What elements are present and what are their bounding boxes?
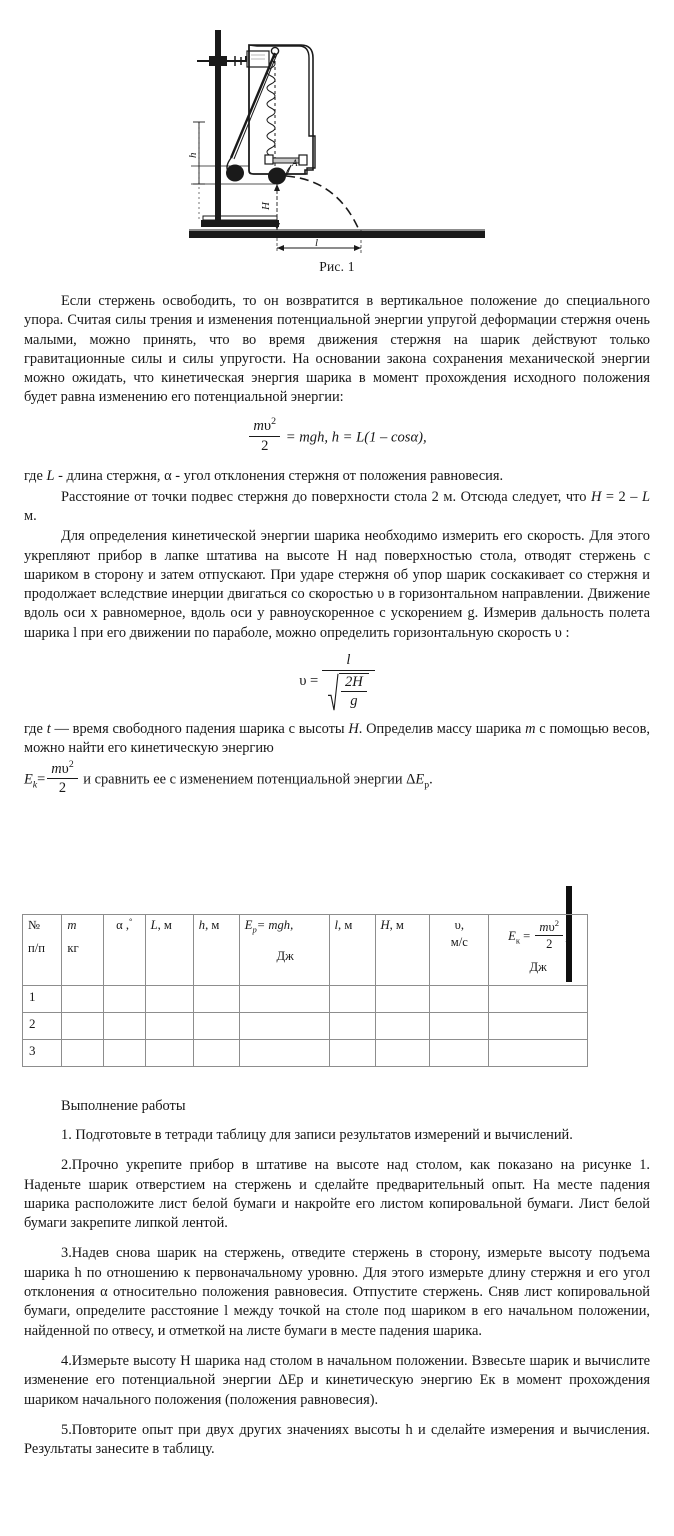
col-H: H, м [375, 915, 430, 986]
l-unit: м [344, 918, 353, 932]
row-index: 2 [23, 1013, 62, 1040]
ball-equilibrium-icon [268, 168, 286, 185]
formula-energy-conservation [24, 416, 650, 457]
paragraph-2 [24, 467, 650, 486]
velocity-symbol: υ, [454, 918, 464, 932]
alpha-symbol: α , [116, 918, 130, 932]
denominator-2: 2 [261, 438, 269, 455]
Ek-unit: Дж [529, 959, 547, 974]
trajectory-icon [286, 176, 359, 230]
H-label: H [260, 202, 272, 210]
procedure-section [24, 1098, 650, 1459]
procedure-item-3: 3.Надев снова шарик на стержень, отведите стержень в сторону, измерьте высоту подъема шарика h по отношению к первоначальному уровню. Для этого измерьте длину стержня и его угол отклонения α относительно положения равновесия. Отпустите стержень. Сняв лист копировальной бумаги, определите расстояние l между точкой на столе под шариком в его начальном положении, найденной по отвесу, и отметкой на листе бумаги в месте падения шарика. [24, 1245, 650, 1339]
radicand [339, 673, 369, 712]
paragraph-4: Для определения кинетической энергии шарика необходимо измерить его скорость. Для этого укрепляют прибор в лапке штатива на высоте H над поверхностью стола, отводят стержень с шариком в сторону и затем отпускают. При ударе стержня об упор шарик соскакивает со стержня и продолжает вследствие инерции двигаться со скоростью υ в горизонтальном направлении. Движение вдоль оси x равномерное, вдоль оси y равноускоренное с ускорением g. Измерив дальность полета шарика l при его движении по параболе, можно определить горизонтальную скорость υ : [24, 528, 650, 641]
Ek-fraction [535, 917, 563, 952]
text-gde: где [24, 468, 47, 485]
apparatus-diagram [187, 18, 487, 258]
Ek-equals: = [523, 928, 531, 943]
col-index [23, 915, 62, 986]
H-symbol: H [380, 918, 390, 932]
cell-alpha[interactable] [104, 1013, 146, 1040]
cell-h[interactable] [193, 986, 239, 1013]
sqrt-numerator: 2H [341, 674, 367, 693]
Ek-num-v: υ [548, 919, 555, 934]
cell-Ep[interactable] [239, 986, 329, 1013]
text-m-unit: м. [24, 507, 37, 524]
cell-l[interactable] [329, 986, 375, 1013]
cell-l[interactable] [329, 1013, 375, 1040]
cell-h[interactable] [193, 1040, 239, 1067]
col-L: L, м [145, 915, 193, 986]
stand-base-icon [201, 220, 279, 227]
text-distance: Расстояние от точки подвес стержня до поверхности стола 2 м. Отсюда следует, что [61, 488, 591, 505]
cell-l[interactable] [329, 1040, 375, 1067]
Ek-sub: к [515, 935, 520, 946]
figure-caption: Рис. 1 [319, 259, 355, 274]
num-sign: № [28, 918, 41, 932]
radical-sign-icon [328, 673, 339, 712]
h-unit: м [211, 918, 220, 932]
h-symbol: h [198, 918, 206, 932]
Ek-den: 2 [546, 937, 553, 952]
row-index: 1 [23, 986, 62, 1013]
H-unit: м [395, 918, 404, 932]
cell-H[interactable] [375, 1013, 430, 1040]
symbol-equals: = [37, 771, 46, 788]
col-h: h, м [193, 915, 239, 986]
symbol-H2: H [348, 720, 359, 737]
subscript-k: k [32, 779, 38, 791]
angle-label: A [292, 158, 298, 168]
col-alpha [104, 915, 146, 986]
symbol-L: L [46, 468, 55, 485]
subscript-p: р [424, 779, 430, 791]
cell-mass[interactable] [62, 1040, 104, 1067]
text-eq: = 2 – [601, 488, 642, 505]
velocity-unit: м/с [450, 935, 468, 949]
results-table [22, 914, 588, 1067]
Ek-comma: , [565, 928, 569, 943]
l-symbol: l [334, 918, 339, 932]
formula-rhs: = mgh, h = L(1 – cosα), [285, 429, 427, 446]
denominator-2b: 2 [58, 780, 67, 797]
symbol-t: t [46, 720, 51, 737]
text-gde-2: где [24, 720, 47, 737]
h-label: h [187, 152, 199, 158]
fraction-2H-over-g [341, 674, 367, 711]
symbol-alpha: α [164, 468, 172, 485]
col-mass [62, 915, 104, 986]
Ek-symbol: E [508, 928, 516, 943]
L-unit: м [163, 918, 172, 932]
cell-L[interactable] [145, 1040, 193, 1067]
cell-Ek[interactable] [489, 1040, 588, 1067]
symbol-m: m [253, 418, 264, 435]
Ep-sub: p [252, 924, 257, 935]
rod-vertical-icon [267, 60, 275, 156]
formula-velocity-lhs: υ = [299, 673, 319, 690]
L-symbol: L [150, 918, 158, 932]
col-l: l, м [329, 915, 375, 986]
cell-alpha[interactable] [104, 986, 146, 1013]
cell-velocity[interactable] [430, 1040, 489, 1067]
cell-Ek[interactable] [489, 986, 588, 1013]
cell-velocity[interactable] [430, 986, 489, 1013]
paragraph-5 [24, 720, 650, 759]
ball-deflected-icon [226, 165, 244, 182]
symbol-L2: L [641, 488, 650, 505]
cell-H[interactable] [375, 986, 430, 1013]
cell-velocity[interactable] [430, 1013, 489, 1040]
text-angle: - угол отклонения стержня от положения равновесия. [171, 468, 504, 485]
exponent-2: 2 [271, 416, 277, 428]
document-body [24, 292, 650, 798]
table-body [23, 986, 588, 1067]
table-header-row [23, 915, 588, 986]
text-freefall: — время свободного падения шарика с высоты [50, 720, 349, 737]
table-row[interactable] [23, 1013, 588, 1040]
degree-symbol: ° [129, 915, 133, 926]
procedure-item-1: 1. Подготовьте в тетради таблицу для записи результатов измерений и вычислений. [61, 1127, 573, 1143]
fraction-mv2-over-2 [249, 418, 280, 455]
formula-velocity [24, 652, 650, 712]
Ep-symbol: E [244, 918, 253, 932]
symbol-E2: E [415, 771, 425, 788]
cell-Ep[interactable] [239, 1040, 329, 1067]
col-Ep [239, 915, 329, 986]
numerator-l: l [322, 652, 375, 671]
sqrt-icon [328, 673, 369, 712]
sqrt-denominator: g [350, 693, 358, 710]
cell-L[interactable] [145, 1013, 193, 1040]
symbol-H: H [590, 488, 602, 505]
procedure-heading: Выполнение работы [61, 1098, 186, 1114]
table-row[interactable] [23, 986, 588, 1013]
mass-symbol: m [67, 918, 77, 932]
l-label: l [315, 237, 319, 249]
procedure-item-5: 5.Повторите опыт при двух других значениях высоты h и сделайте измерения и вычисления. Результаты занесите в таблицу. [24, 1421, 650, 1458]
procedure-item-2: 2.Прочно укрепите прибор в штативе на высоте над столом, как показано на рисунке 1. Наденьте шарик отверстием на стержень и сделайте предварительный опыт. На месте падения шарика расположите лист белой бумаги и накройте его листом копировальной бумаги. Лист белой бумаги закрепите липкой лентой. [24, 1157, 650, 1232]
symbol-m3: m [51, 760, 62, 777]
paragraph-3 [24, 488, 650, 527]
row-index: 3 [23, 1040, 62, 1067]
paragraph-6 [24, 758, 650, 798]
symbol-upsilon: υ [263, 418, 272, 435]
results-table-wrapper [22, 914, 588, 1067]
text-mass: . Определив массу шарика [358, 720, 526, 737]
symbol-E: E [24, 771, 33, 788]
cell-Ep[interactable] [239, 1013, 329, 1040]
Ek-num-m: m [539, 919, 549, 934]
pp-label: п/п [28, 941, 45, 955]
procedure-item-4: 4.Измерьте высоту H шарика над столом в начальном положении. Взвесьте шарик и вычислите изменение его потенциальной энергии ΔEр и кинетическую энергию Eк в момент прохождения шариком начального положения (положения равновесия). [24, 1352, 650, 1408]
cell-h[interactable] [193, 1013, 239, 1040]
col-velocity [430, 915, 489, 986]
paragraph-1: Если стержень освободить, то он возвратится в вертикальное положение до специального упора. Считая силы трения и изменения потенциальной энергии упругой деформации стержня очень малыми, можно принять, что во время движения стержня на шарик действуют только гравитационные силы и силы упругости. На основании закона сохранения механической энергии можно ожидать, что кинетическая энергия шарика в момент прохождения исходного положения будет равна изменению его потенциальной энергии: [24, 293, 650, 406]
cell-alpha[interactable] [104, 1040, 146, 1067]
table-surface-icon [189, 231, 485, 238]
Ep-unit: Дж [276, 949, 294, 963]
fraction-l-over-sqrt [322, 652, 375, 712]
Ep-rhs: = mgh, [256, 918, 294, 932]
table-row[interactable] [23, 1040, 588, 1067]
mass-unit: кг [67, 941, 79, 955]
figure-1 [0, 18, 674, 275]
cell-mass[interactable] [62, 986, 104, 1013]
cell-H[interactable] [375, 1040, 430, 1067]
rod-deflected-icon [231, 53, 275, 158]
cell-L[interactable] [145, 986, 193, 1013]
fraction-mv2-over-2b [47, 758, 77, 797]
symbol-upsilon2: υ [61, 760, 69, 777]
symbol-m2: m [525, 720, 536, 737]
col-Ek [489, 915, 588, 986]
cell-Ek[interactable] [489, 1013, 588, 1040]
cell-mass[interactable] [62, 1013, 104, 1040]
text-length: - длина стержня, [54, 468, 165, 485]
Ek-num-exp: 2 [554, 917, 560, 928]
text-period: . [429, 771, 433, 788]
text-kinetic: с помощью весов, можно найти его кинетическую энергию [24, 720, 650, 756]
denominator-sqrt [322, 671, 375, 712]
table-header [23, 915, 588, 986]
exponent-2b: 2 [68, 758, 74, 770]
text-compare: и сравнить ее с изменением потенциальной энергии Δ [79, 771, 416, 788]
